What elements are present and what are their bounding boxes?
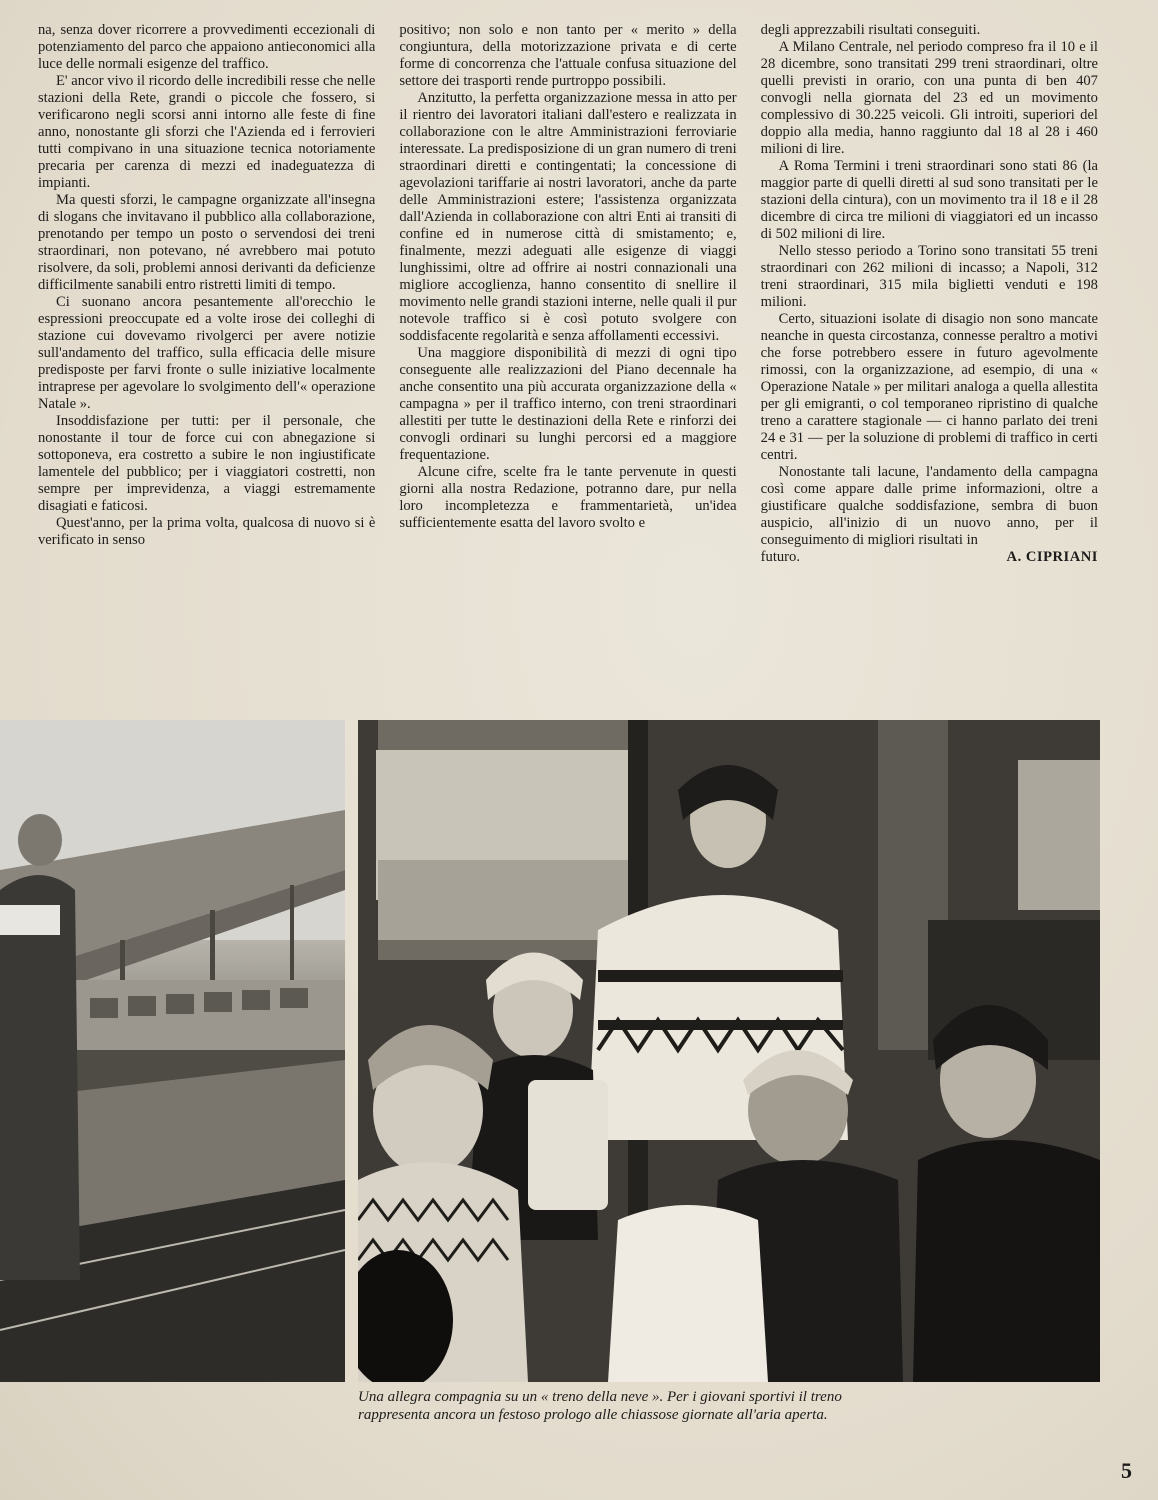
col2-paragraph: Anzitutto, la perfetta organizzazione messa in atto per il rientro dei lavoratori italiani dall'estero e realizzata in collaborazione con le altre Amministrazioni ferroviarie interessate. La predisposizione di un gran numero di treni straordinari diretti e contingentati; la concessione di agevolazioni tariffarie ai nostri lavoratori, anche da parte delle Amministrazioni estere; l'assistenza organizzata dall'Azienda in collaborazione con altri Enti ai transiti di confine ed in numerose città di smistamento; e, finalmente, mezzi adeguati alle esigenze di viaggi lunghissimi, oltre ad offrire ai nostri connazionali una migliore accoglienza, hanno consentito di snellire il movimento nelle grandi stazioni interne, nelle quali il pur notevole traffico si è così potuto svolgere con soddisfacente regolarità e senza affollamenti eccessivi. bbox=[399, 90, 737, 344]
photo-caption bbox=[358, 1388, 1100, 1424]
col1-paragraph: E' ancor vivo il ricordo delle incredibili resse che nelle stazioni della Rete, grandi o piccole che fossero, si verificarono negli scorsi anni intorno alle feste di fine anno, nonostante gli sforzi che l'Azienda ed i ferrovieri tutti compivano in una situazione tecnica notoriamente precaria per carenza di mezzi ed inadeguatezza di impianti. bbox=[38, 73, 376, 191]
col1-paragraph: Ci suonano ancora pesantemente all'orecchio le espressioni preoccupate ed a volte irose dei colleghi di stazione cui dovevamo rivolgerci per avere notizie sull'andamento del traffico, sulla efficacia delle misure predisposte per farvi fronte o sulle iniziative localmente intraprese per agevolare lo svolgimento dell'« operazione Natale ». bbox=[38, 294, 376, 412]
col3-paragraph: A Milano Centrale, nel periodo compreso fra il 10 e il 28 dicembre, sono transitati 299 treni straordinari, oltre quelli previsti in orario, con una punta di ben 407 convogli nella giornata del 23 ed un movimento complessivo di 30.225 veicoli. Gli introiti, superiori del doppio alla media, hanno raggiunto dal 18 al 28 i 460 milioni di lire. bbox=[760, 39, 1098, 157]
caption-line-1: Una allegra compagnia su un « treno della neve ». Per i giovani sportivi il treno bbox=[358, 1389, 842, 1405]
signature-row bbox=[761, 549, 1098, 566]
col1-paragraph: Insoddisfazione per tutti: per il personale, che nonostante il tour de force cui con abnegazione si sottoponeva, era costretto a subire le non ingiustificate lamentele del pubblico; per i viaggiatori costretti, non sempre per imprevidenza, a viaggi estremamente disagiati e faticosi. bbox=[38, 413, 376, 514]
station-platform-photo bbox=[0, 720, 345, 1382]
article-column-1 bbox=[38, 22, 375, 662]
caption-line-2: rappresenta ancora un festoso prologo alle chiassose giornate all'aria aperta. bbox=[358, 1407, 828, 1423]
col3-paragraph: Nonostante tali lacune, l'andamento della campagna così come appare dalle prime informazioni, oltre a giustificare qualche soddisfazione, sembra di buon auspicio, all'inizio di un nuovo anno, per il conseguimento di migliori risultati in bbox=[760, 464, 1098, 548]
col1-paragraph: na, senza dover ricorrere a provvedimenti eccezionali di potenziamento del parco che appaiono antieconomici alla luce delle normali esigenze del traffico. bbox=[38, 22, 376, 72]
article-column-3-body bbox=[761, 22, 1098, 549]
snow-train-photo bbox=[358, 720, 1100, 1382]
col2-paragraph: Alcune cifre, scelte fra le tante pervenute in questi giorni alla nostra Redazione, potranno dare, pur nella loro incompletezza e frammentarietà, un'idea sufficientemente esatta del lavoro svolto e bbox=[399, 464, 737, 531]
article-column-3 bbox=[761, 22, 1098, 662]
closing-word: futuro. bbox=[760, 549, 800, 565]
col3-paragraph: Certo, situazioni isolate di disagio non sono mancate neanche in questa circostanza, connesse peraltro a motivi che forse potrebbero essere in futuro agevolmente rimossi, con la organizzazione, ad esempio, di una « Operazione Natale » per militari analoga a quella allestita per gli emigranti, o col temporaneo ripristino di qualche treno a carattere stagionale — ci hanno parlato dei treni 24 e 31 — per la soluzione di problemi di traffico in certi centri. bbox=[760, 311, 1098, 463]
article-columns bbox=[38, 22, 1098, 662]
author-signature: A. CIPRIANI bbox=[1006, 549, 1098, 565]
article-column-2 bbox=[399, 22, 736, 662]
col1-paragraph: Quest'anno, per la prima volta, qualcosa di nuovo si è verificato in senso bbox=[38, 515, 376, 548]
col3-paragraph: degli apprezzabili risultati conseguiti. bbox=[760, 22, 981, 38]
page-number: 5 bbox=[1121, 1458, 1132, 1483]
col3-paragraph: A Roma Termini i treni straordinari sono stati 86 (la maggior parte di quelli diretti al sud sono transitati per le stazioni della cintura), con un movimento tra il 18 e il 28 dicembre di circa tre milioni di viaggiatori ed un incasso di 502 milioni di lire. bbox=[760, 158, 1098, 242]
col2-paragraph: positivo; non solo e non tanto per « merito » della congiuntura, della motorizzazione privata e di certe forme di concorrenza che l'attuale confusa situazione del settore dei trasporti rende purtroppo possibili. bbox=[399, 22, 737, 89]
col3-paragraph: Nello stesso periodo a Torino sono transitati 55 treni straordinari con 262 milioni di incasso; a Napoli, 312 treni straordinari, 315 mila biglietti venduti e 198 milioni. bbox=[760, 243, 1098, 310]
col1-paragraph: Ma questi sforzi, le campagne organizzate all'insegna di slogans che invitavano il pubblico alla collaborazione, prenotando per tempo un posto o servendosi dei treni straordinari, non potevano, né avrebbero mai potuto risolvere, da soli, problemi annosi derivanti da deficienze difficilmente sanabili entro ristretti limiti di tempo. bbox=[38, 192, 376, 293]
col2-paragraph: Una maggiore disponibilità di mezzi di ogni tipo conseguente alle realizzazioni del Piano decennale ha anche consentito una più accurata organizzazione della « campagna » per il traffico interno, con treni straordinari allestiti per tutte le destinazioni della Rete e rinforzi dei convogli ordinari su lunghi percorsi ed a maggiore frequentazione. bbox=[399, 345, 737, 463]
